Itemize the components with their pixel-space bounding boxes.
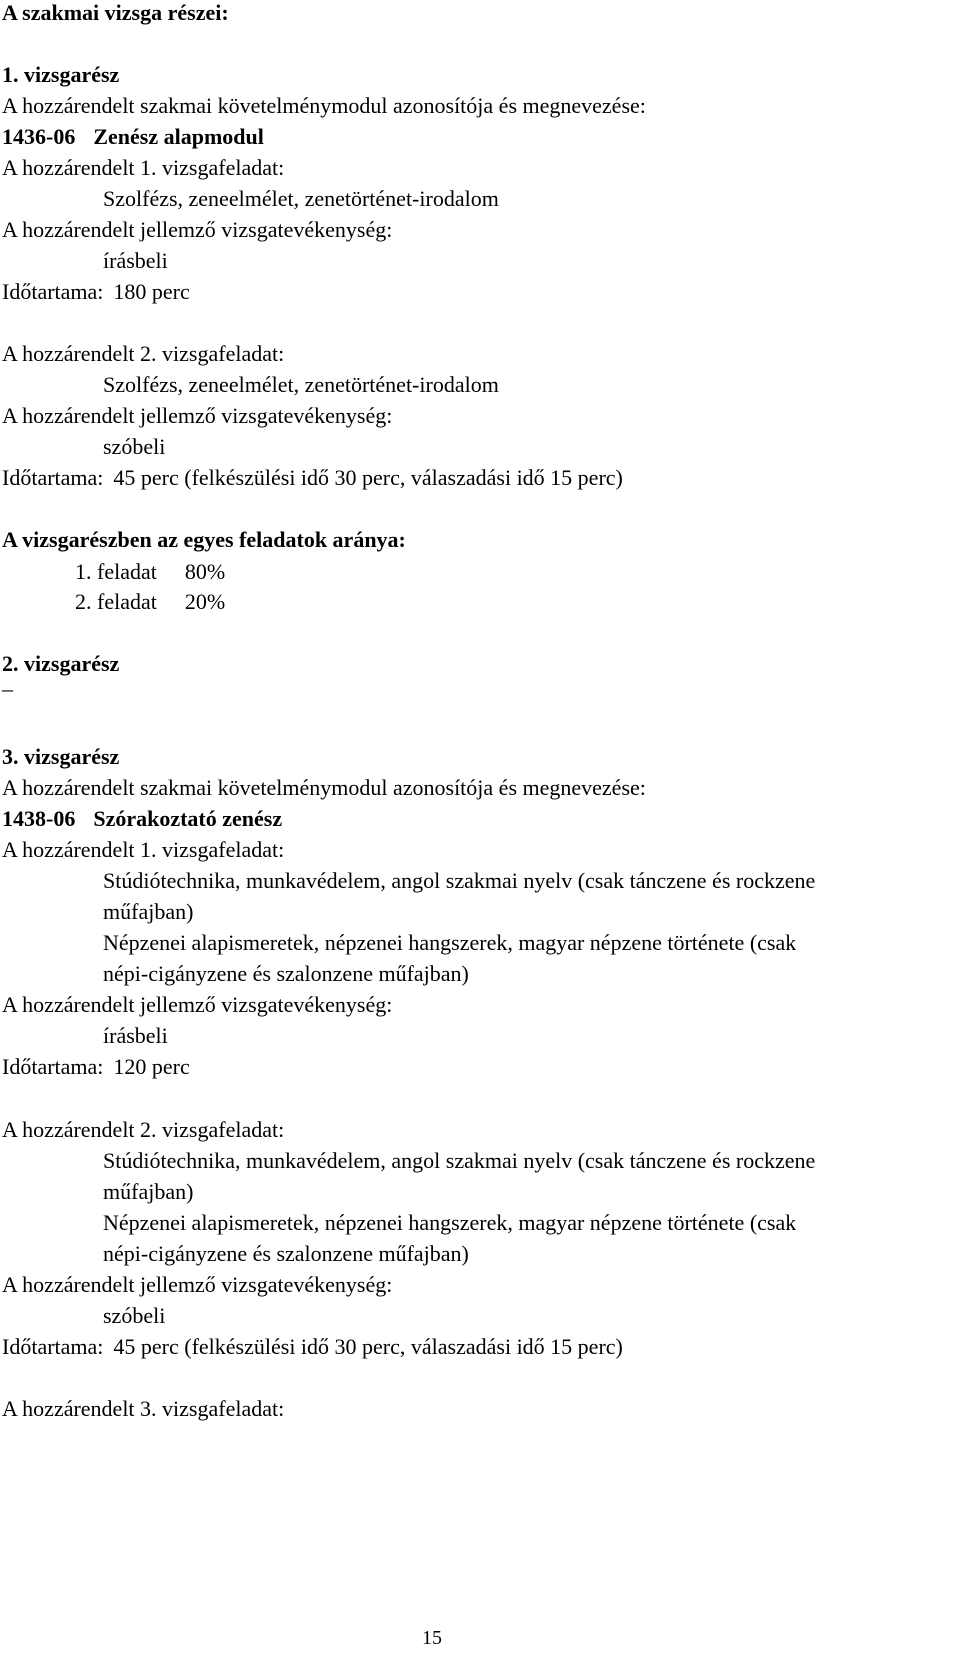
ratio-task: 2. feladat [75,589,157,614]
ratio-percent: 20% [184,589,226,614]
part3-task2-label: A hozzárendelt 2. vizsgafeladat: [2,1117,285,1142]
page-heading: A szakmai vizsga részei: [2,0,229,25]
duration-value: 120 perc [113,1054,190,1079]
duration-value: 45 perc (felkészülési idő 30 perc, válaszadási idő 15 perc) [113,1334,623,1359]
part3-module [2,808,282,830]
part3-module-label: A hozzárendelt szakmai követelménymodul azonosítója és megnevezése: [2,775,646,800]
part2-content: – [2,676,13,701]
part1-module-code: 1436-06 [2,124,76,149]
part1-title: 1. vizsgarész [2,62,120,87]
part3-task2-subject-b-line1: Népzenei alapismeretek, népzenei hangszerek, magyar népzene története (csak [103,1210,797,1235]
part3-task1-duration [2,1056,190,1078]
part3-module-code: 1438-06 [2,806,76,831]
part1-module [2,126,264,148]
duration-label: Időtartama: [2,1334,104,1359]
part1-task1-label: A hozzárendelt 1. vizsgafeladat: [2,155,285,180]
part1-task2-subject: Szolfézs, zeneelmélet, zenetörténet-irodalom [103,372,499,397]
part1-module-name: Zenész alapmodul [93,124,264,149]
part3-task1-subject-b-line2: népi-cigányzene és szalonzene műfajban) [103,961,469,986]
part3-task1-label: A hozzárendelt 1. vizsgafeladat: [2,837,285,862]
part1-task1-subject: Szolfézs, zeneelmélet, zenetörténet-irodalom [103,186,499,211]
part3-task3-label: A hozzárendelt 3. vizsgafeladat: [2,1396,285,1421]
ratio-task: 1. feladat [75,559,157,584]
part2-title: 2. vizsgarész [2,651,120,676]
part1-task1-duration [2,281,190,303]
duration-label: Időtartama: [2,465,104,490]
part1-task1-activity-label: A hozzárendelt jellemző vizsgatevékenység: [2,217,393,242]
part3-task2-subject-a-line1: Stúdiótechnika, munkavédelem, angol szakmai nyelv (csak tánczene és rockzene [103,1148,816,1173]
part1-task2-label: A hozzárendelt 2. vizsgafeladat: [2,341,285,366]
part3-task2-activity: szóbeli [103,1303,166,1328]
part1-task2-activity: szóbeli [103,434,166,459]
part3-module-name: Szórakoztató zenész [93,806,283,831]
part3-task1-subject-b-line1: Népzenei alapismeretek, népzenei hangszerek, magyar népzene története (csak [103,930,797,955]
ratio-percent: 80% [184,559,226,584]
duration-label: Időtartama: [2,279,104,304]
part1-module-label: A hozzárendelt szakmai követelménymodul azonosítója és megnevezése: [2,93,646,118]
part3-title: 3. vizsgarész [2,744,120,769]
part3-task2-subject-b-line2: népi-cigányzene és szalonzene műfajban) [103,1241,469,1266]
part3-task2-activity-label: A hozzárendelt jellemző vizsgatevékenység: [2,1272,393,1297]
part1-ratio-title: A vizsgarészben az egyes feladatok aránya: [2,527,406,552]
duration-value: 180 perc [113,279,190,304]
part1-task2-duration [2,467,623,489]
part3-task1-activity-label: A hozzárendelt jellemző vizsgatevékenység: [2,992,393,1017]
part1-task2-activity-label: A hozzárendelt jellemző vizsgatevékenység: [2,403,393,428]
duration-value: 45 perc (felkészülési idő 30 perc, válaszadási idő 15 perc) [113,465,623,490]
part3-task1-subject-a-line2: műfajban) [103,899,194,924]
part3-task2-subject-a-line2: műfajban) [103,1179,194,1204]
part3-task1-activity: írásbeli [103,1023,168,1048]
part3-task1-subject-a-line1: Stúdiótechnika, munkavédelem, angol szakmai nyelv (csak tánczene és rockzene [103,868,816,893]
ratio-row [75,591,225,613]
page-number: 15 [422,1627,442,1649]
part1-task1-activity: írásbeli [103,248,168,273]
ratio-row [75,561,225,583]
duration-label: Időtartama: [2,1054,104,1079]
part3-task2-duration [2,1336,623,1358]
